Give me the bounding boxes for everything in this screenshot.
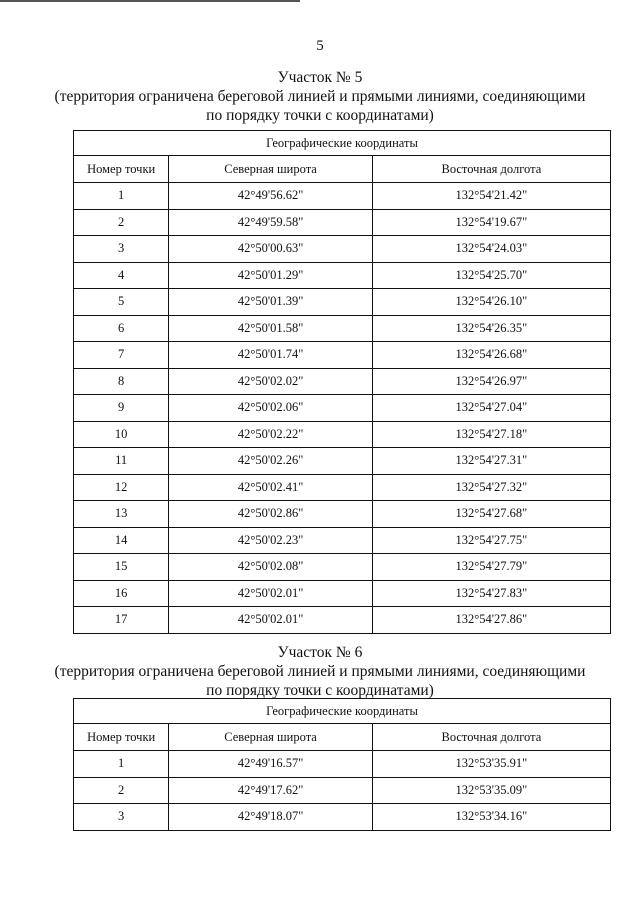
cell-latitude: 42°49'56.62" [169,183,372,210]
cell-latitude: 42°50'02.01" [169,580,372,607]
page-number: 5 [316,38,324,54]
section-title: Участок № 5 [277,69,363,86]
cell-point-number: 6 [74,315,169,342]
group-header: Географические координаты [74,699,611,724]
cell-point-number: 17 [74,607,169,634]
scan-edge-line [0,0,300,2]
table-row [74,289,611,316]
cell-latitude: 42°50'02.01" [169,607,372,634]
cell-longitude: 132°54'27.31" [372,448,610,475]
column-header-latitude: Северная широта [169,724,372,751]
section-title: Участок № 6 [277,644,363,661]
cell-point-number: 14 [74,527,169,554]
cell-longitude: 132°53'35.09" [372,777,610,804]
table-row [74,607,611,634]
column-header-latitude: Северная широта [169,156,372,183]
table-body [74,183,611,634]
column-header-point-number: Номер точки [74,724,169,751]
cell-point-number: 1 [74,183,169,210]
cell-longitude: 132°54'27.79" [372,554,610,581]
section-subtitle-line1: (территория ограничена береговой линией и прямыми линиями, соединяющими [54,663,586,680]
section-6-heading [0,643,640,700]
cell-longitude: 132°54'26.10" [372,289,610,316]
cell-latitude: 42°50'02.02" [169,368,372,395]
cell-latitude: 42°49'17.62" [169,777,372,804]
cell-latitude: 42°49'18.07" [169,804,372,831]
cell-latitude: 42°50'01.58" [169,315,372,342]
table-row [74,236,611,263]
cell-latitude: 42°50'02.41" [169,474,372,501]
table-row [74,501,611,528]
cell-point-number: 3 [74,804,169,831]
cell-longitude: 132°54'25.70" [372,262,610,289]
table-row [74,554,611,581]
cell-point-number: 2 [74,777,169,804]
table-row [74,183,611,210]
cell-latitude: 42°49'16.57" [169,751,372,778]
table-row [74,580,611,607]
cell-point-number: 12 [74,474,169,501]
cell-latitude: 42°50'02.06" [169,395,372,422]
cell-longitude: 132°54'26.35" [372,315,610,342]
table-row [74,421,611,448]
cell-latitude: 42°50'02.23" [169,527,372,554]
cell-longitude: 132°54'24.03" [372,236,610,263]
cell-point-number: 8 [74,368,169,395]
cell-point-number: 1 [74,751,169,778]
cell-point-number: 4 [74,262,169,289]
cell-longitude: 132°54'26.97" [372,368,610,395]
table-row [74,395,611,422]
group-header: Географические координаты [74,131,611,156]
cell-latitude: 42°50'01.39" [169,289,372,316]
column-header-longitude: Восточная долгота [372,724,610,751]
table-row [74,368,611,395]
cell-longitude: 132°53'34.16" [372,804,610,831]
cell-longitude: 132°54'27.04" [372,395,610,422]
cell-point-number: 3 [74,236,169,263]
table-row [74,527,611,554]
cell-latitude: 42°50'00.63" [169,236,372,263]
section-subtitle-line2: по порядку точки с координатами) [206,107,434,124]
section-subtitle-line1: (территория ограничена береговой линией и прямыми линиями, соединяющими [54,88,586,105]
cell-point-number: 7 [74,342,169,369]
table-row [74,751,611,778]
cell-longitude: 132°54'27.68" [372,501,610,528]
cell-point-number: 10 [74,421,169,448]
table-row [74,448,611,475]
cell-latitude: 42°49'59.58" [169,209,372,236]
cell-longitude: 132°54'27.83" [372,580,610,607]
cell-point-number: 15 [74,554,169,581]
cell-longitude: 132°54'27.86" [372,607,610,634]
column-header-longitude: Восточная долгота [372,156,610,183]
table-row [74,777,611,804]
cell-longitude: 132°54'21.42" [372,183,610,210]
cell-latitude: 42°50'01.74" [169,342,372,369]
cell-latitude: 42°50'02.86" [169,501,372,528]
table-row [74,209,611,236]
table-row [74,262,611,289]
table-row [74,474,611,501]
cell-longitude: 132°54'19.67" [372,209,610,236]
table-row [74,315,611,342]
column-header-point-number: Номер точки [74,156,169,183]
cell-longitude: 132°54'26.68" [372,342,610,369]
cell-point-number: 11 [74,448,169,475]
table-row [74,342,611,369]
coordinates-table-5 [73,130,611,634]
cell-point-number: 2 [74,209,169,236]
cell-longitude: 132°54'27.75" [372,527,610,554]
section-5-heading [0,68,640,125]
table-body [74,751,611,831]
cell-latitude: 42°50'01.29" [169,262,372,289]
cell-point-number: 16 [74,580,169,607]
cell-latitude: 42°50'02.26" [169,448,372,475]
table-row [74,804,611,831]
section-subtitle-line2: по порядку точки с координатами) [206,682,434,699]
cell-latitude: 42°50'02.08" [169,554,372,581]
cell-longitude: 132°54'27.18" [372,421,610,448]
cell-latitude: 42°50'02.22" [169,421,372,448]
coordinates-table-6 [73,698,611,831]
cell-point-number: 13 [74,501,169,528]
cell-point-number: 5 [74,289,169,316]
cell-longitude: 132°53'35.91" [372,751,610,778]
cell-longitude: 132°54'27.32" [372,474,610,501]
cell-point-number: 9 [74,395,169,422]
